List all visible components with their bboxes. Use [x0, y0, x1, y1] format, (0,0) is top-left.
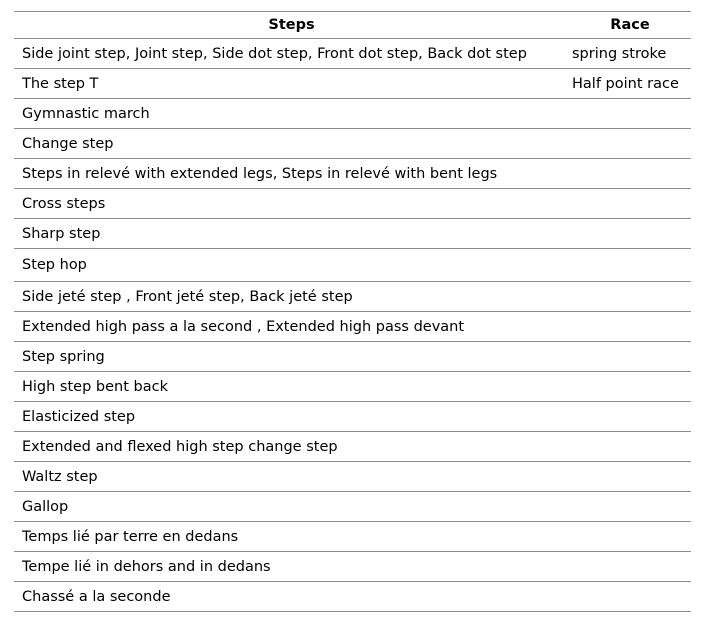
race-cell	[569, 99, 691, 129]
steps-cell: Side jeté step , Front jeté step, Back jeté step	[14, 282, 569, 312]
steps-race-table-container	[14, 11, 691, 612]
steps-cell: Change step	[14, 129, 569, 159]
race-cell	[569, 249, 691, 282]
steps-cell: Extended and flexed high step change step	[14, 432, 569, 462]
table-row	[14, 462, 691, 492]
table-row	[14, 312, 691, 342]
table-row	[14, 129, 691, 159]
race-cell	[569, 582, 691, 612]
steps-cell: The step T	[14, 69, 569, 99]
steps-cell: Chassé a la seconde	[14, 582, 569, 612]
steps-cell: Cross steps	[14, 189, 569, 219]
race-cell	[569, 342, 691, 372]
table-row	[14, 39, 691, 69]
table-row	[14, 492, 691, 522]
steps-cell: High step bent back	[14, 372, 569, 402]
race-cell	[569, 552, 691, 582]
steps-cell: Elasticized step	[14, 402, 569, 432]
steps-cell: Gallop	[14, 492, 569, 522]
race-cell	[569, 219, 691, 249]
race-cell	[569, 159, 691, 189]
table-row	[14, 522, 691, 552]
steps-cell: Side joint step, Joint step, Side dot step, Front dot step, Back dot step	[14, 39, 569, 69]
table-row	[14, 189, 691, 219]
table-row	[14, 99, 691, 129]
steps-race-table	[14, 11, 691, 612]
column-header-steps: Steps	[14, 12, 569, 39]
steps-cell: Waltz step	[14, 462, 569, 492]
race-cell: Half point race	[569, 69, 691, 99]
race-cell	[569, 282, 691, 312]
race-cell	[569, 492, 691, 522]
steps-cell: Tempe lié in dehors and in dedans	[14, 552, 569, 582]
table-row	[14, 282, 691, 312]
steps-cell: Gymnastic march	[14, 99, 569, 129]
table-row	[14, 432, 691, 462]
race-cell	[569, 312, 691, 342]
race-cell	[569, 522, 691, 552]
table-row	[14, 372, 691, 402]
race-cell: spring stroke	[569, 39, 691, 69]
column-header-race: Race	[569, 12, 691, 39]
race-cell	[569, 462, 691, 492]
steps-cell: Step spring	[14, 342, 569, 372]
header-row	[14, 12, 691, 39]
race-cell	[569, 372, 691, 402]
table-row	[14, 159, 691, 189]
table-row	[14, 552, 691, 582]
steps-cell: Extended high pass a la second , Extended high pass devant	[14, 312, 569, 342]
steps-cell: Steps in relevé with extended legs, Steps in relevé with bent legs	[14, 159, 569, 189]
steps-cell: Temps lié par terre en dedans	[14, 522, 569, 552]
race-cell	[569, 189, 691, 219]
race-cell	[569, 432, 691, 462]
table-row	[14, 69, 691, 99]
table-row	[14, 402, 691, 432]
race-cell	[569, 402, 691, 432]
steps-cell: Step hop	[14, 249, 569, 282]
table-row	[14, 219, 691, 249]
table-row	[14, 342, 691, 372]
table-row	[14, 249, 691, 282]
race-cell	[569, 129, 691, 159]
table-row	[14, 582, 691, 612]
steps-cell: Sharp step	[14, 219, 569, 249]
